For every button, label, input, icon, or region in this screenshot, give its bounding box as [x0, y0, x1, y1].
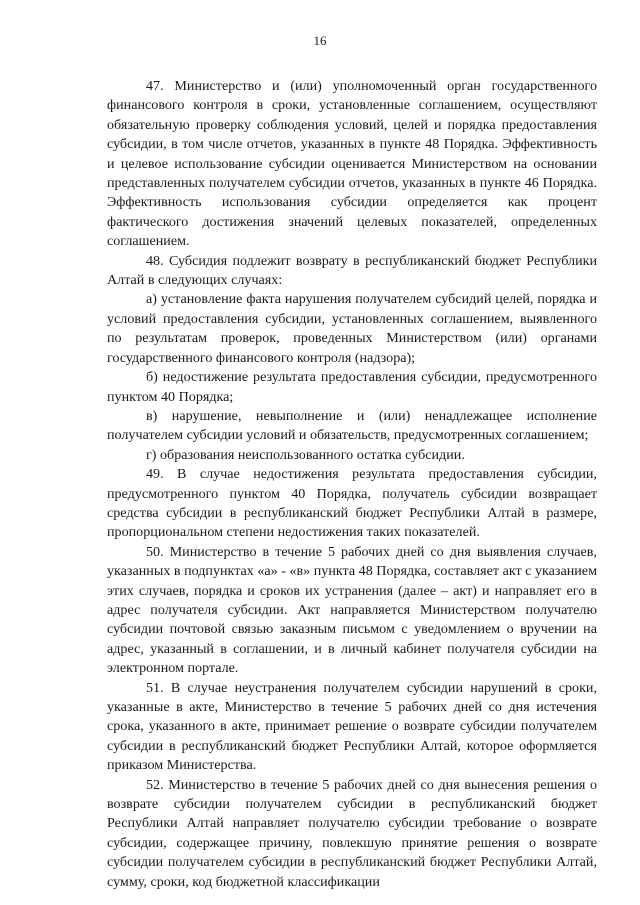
page-number: 16 [313, 33, 327, 48]
paragraph-49: 49. В случае недостижения результата предоставления субсидии, предусмотренного пунктом 40 Порядка, получатель субсидии возвращает средства субсидии в республиканский бюджет Республики Алтай в размере, пропорциональном степени недостижения таких показателей. [107, 466, 597, 541]
paragraph-48-a: а) установление факта нарушения получателем субсидий целей, порядка и условий предоставления субсидии, установленных соглашением, выявленного по результатам проверок, проведенных Министерством (или) органами государственного финансового контроля (надзора); [107, 291, 597, 366]
paragraph-47: 47. Министерство и (или) уполномоченный орган государственного финансового контроля в сроки, установленные соглашением, осуществляют обязательную проверку соблюдения условий, целей и порядка предоставления субсидии, в том числе отчетов, указанных в пункте 48 Порядка. Эффективность и целевое использование субсидии оценивается Министерством на основании представленных получателем субсидии отчетов, указанных в пункте 46 Порядка. Эффективность использования субсидии определяется как процент фактического достижения значений целевых показателей, определенных соглашением. [107, 78, 597, 250]
paragraph-51: 51. В случае неустранения получателем субсидии нарушений в сроки, указанные в акте, Министерство в течение 5 рабочих дней со дня истечения срока, указанного в акте, принимает решение о возврате субсидии получателем субсидии в республиканский бюджет Республики Алтай, которое оформляется приказом Министерства. [107, 679, 597, 774]
paragraph-48-b: б) недостижение результата предоставления субсидии, предусмотренного пунктом 40 Порядка; [107, 369, 597, 405]
paragraph-48: 48. Субсидия подлежит возврату в республиканский бюджет Республики Алтай в следующих случаях: [107, 252, 597, 289]
paragraph-48-v: в) нарушение, невыполнение и (или) ненадлежащее исполнение получателем субсидии условий и обязательств, предусмотренных соглашением; [107, 407, 597, 444]
paragraph-52: 52. Министерство в течение 5 рабочих дней со дня вынесения решения о возврате субсидии получателем субсидии в республиканский бюджет Республики Алтай направляет получателю субсидии требование о возврате субсидии, содержащее причину, повлекшую принятие решения о возврате субсидии получателем субсидии в республиканский бюджет Республики Алтай, сумму, сроки, код бюджетной классификации [107, 776, 597, 890]
document-body [107, 77, 597, 892]
paragraph-50: 50. Министерство в течение 5 рабочих дней со дня выявления случаев, указанных в подпунктах «а» - «в» пункта 48 Порядка, составляет акт с указанием этих случаев, порядка и сроков их устранения (далее – акт) и направляет его в адрес получателя субсидии. Акт направляется Министерством получателю субсидии почтовой связью заказным письмом с уведомлением о вручении на адрес, указанный в соглашении, и в личный кабинет получателя субсидии на электронном портале. [107, 543, 597, 677]
paragraph-48-g: г) образования неиспользованного остатка субсидии. [146, 446, 465, 463]
